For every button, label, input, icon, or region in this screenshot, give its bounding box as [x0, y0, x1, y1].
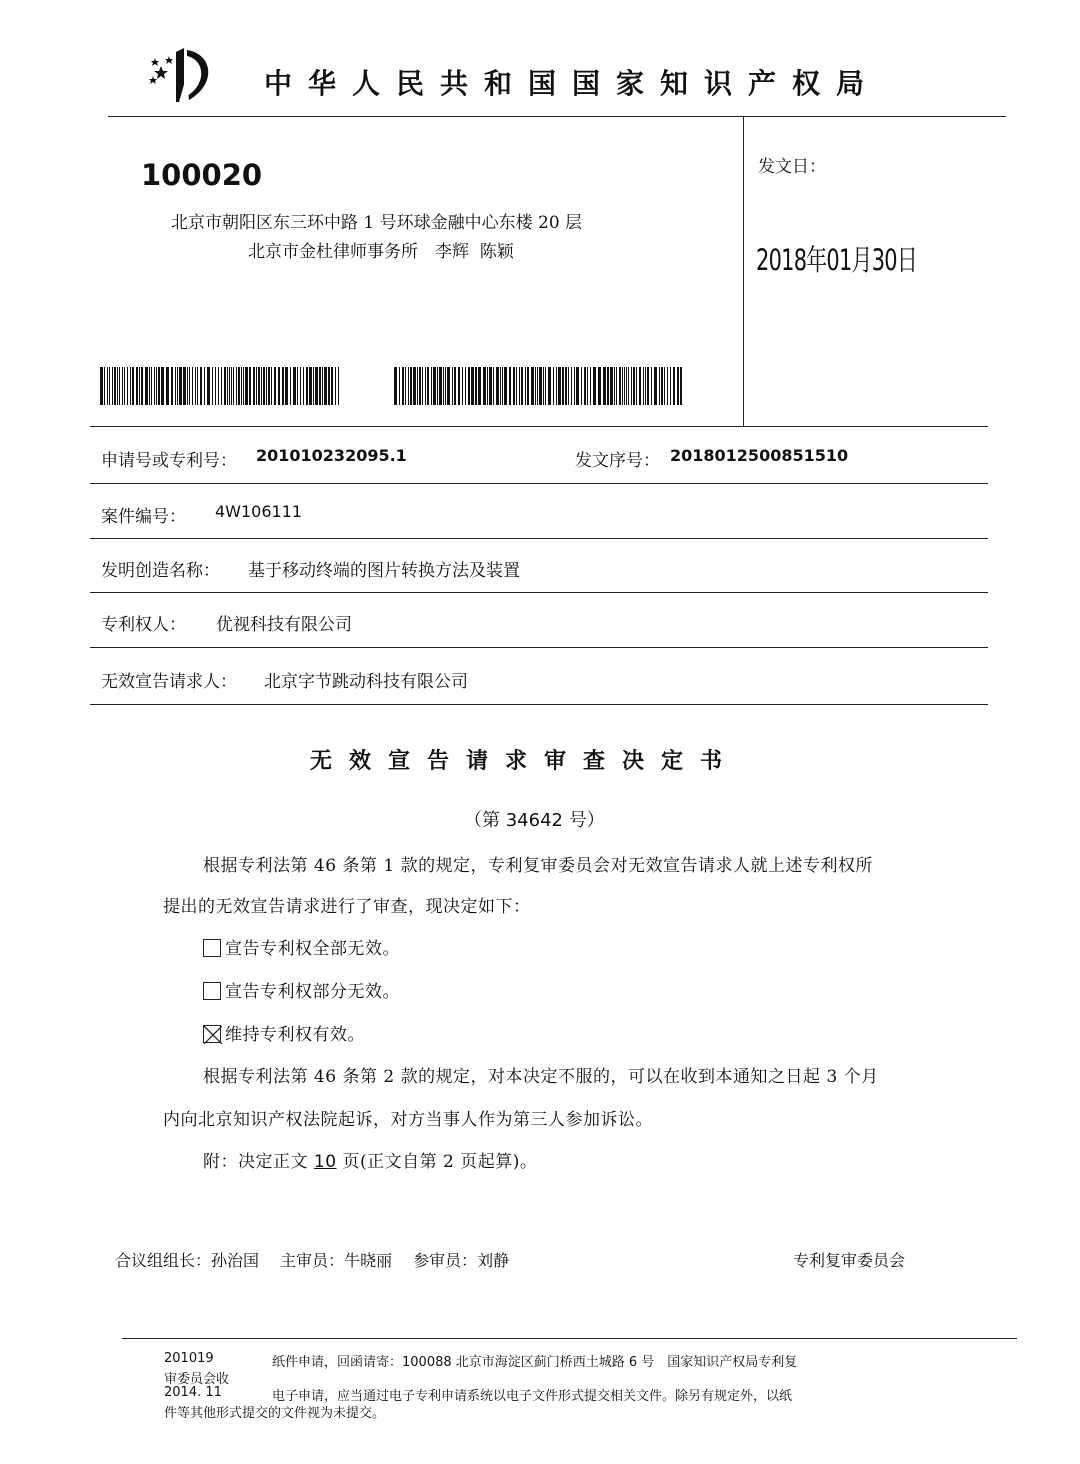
- application-number: 201010232095.1: [256, 446, 407, 465]
- header-rule: [108, 116, 1006, 117]
- option-full-invalid: [203, 934, 400, 959]
- requester-label: 无效宣告请求人：: [101, 672, 237, 692]
- section-rule-1: [90, 426, 988, 427]
- patentee: 优视科技有限公司: [216, 615, 352, 635]
- address-date-divider: [743, 117, 744, 427]
- section-rule-6: [90, 704, 988, 705]
- recipient-name: 北京市金杜律师事务所 李辉 陈颖: [248, 242, 514, 262]
- checkbox-partial-invalid: [203, 982, 221, 1000]
- committee-name: 专利复审委员会: [793, 1251, 906, 1270]
- panel-members: 合议组组长：孙治国 主审员：牛晓丽 参审员：刘静: [115, 1251, 510, 1270]
- section-rule-5: [90, 647, 988, 648]
- footer-rule: [122, 1338, 1017, 1339]
- case-number: 4W106111: [215, 502, 303, 521]
- attachment-note: [203, 1147, 537, 1172]
- attachment-page-count: 10: [313, 1152, 337, 1172]
- footer-code-2: 2014. 11: [164, 1385, 222, 1400]
- office-logo: [143, 44, 223, 106]
- option-maintain-valid: [203, 1020, 365, 1045]
- application-number-label: 申请号或专利号：: [101, 451, 237, 471]
- issue-date-label: 发文日：: [758, 157, 826, 177]
- checkbox-full-invalid: [203, 939, 221, 957]
- attachment-prefix: 附：决定正文: [203, 1152, 314, 1172]
- postal-code: 100020: [141, 158, 263, 192]
- footer-code-1: 201019: [164, 1351, 214, 1366]
- appeal-line-1: 根据专利法第 46 条第 2 款的规定，对本决定不服的，可以在收到本通知之日起 3 个月: [203, 1067, 879, 1087]
- case-number-label: 案件编号：: [101, 507, 186, 527]
- footer-electronic-notice: 电子申请，应当通过电子专利申请系统以电子文件形式提交相关文件。除另有规定外，以纸: [272, 1389, 793, 1404]
- patentee-label: 专利权人：: [101, 615, 186, 635]
- barcode-left: [100, 367, 342, 405]
- attachment-suffix: 页(正文自第 2 页起算)。: [336, 1152, 538, 1172]
- option-label: 维持专利权有效。: [225, 1025, 365, 1045]
- decision-number: （第 34642 号）: [464, 810, 605, 831]
- footer-electronic-notice-cont: 件等其他形式提交的文件视为未提交。: [164, 1406, 386, 1421]
- mailing-address: 北京市朝阳区东三环中路 1 号环球金融中心东楼 20 层: [171, 213, 583, 233]
- section-rule-2: [90, 483, 988, 484]
- invention-title: 基于移动终端的图片转换方法及装置: [248, 561, 520, 581]
- footer-paper-notice: 纸件申请，回函请寄：100088 北京市海淀区蓟门桥西土城路 6 号 国家知识产权局专利复: [272, 1355, 798, 1370]
- option-label: 宣告专利权部分无效。: [225, 982, 400, 1002]
- footer-paper-notice-cont: 审委员会收: [164, 1372, 230, 1387]
- decision-title: 无效宣告请求审查决定书: [310, 749, 740, 774]
- office-name: 中华人民共和国国家知识产权局: [264, 67, 881, 100]
- intro-line-2: 提出的无效宣告请求进行了审查，现决定如下：: [163, 897, 531, 917]
- section-rule-4: [90, 592, 988, 593]
- option-partial-invalid: [203, 977, 400, 1002]
- option-label: 宣告专利权全部无效。: [225, 939, 400, 959]
- intro-line-1: 根据专利法第 46 条第 1 款的规定，专利复审委员会对无效宣告请求人就上述专利权所: [203, 856, 874, 876]
- section-rule-3: [90, 538, 988, 539]
- checkbox-maintain-valid-checked: [203, 1025, 221, 1043]
- appeal-line-2: 内向北京知识产权法院起诉，对方当事人作为第三人参加诉讼。: [163, 1110, 653, 1130]
- requester: 北京字节跳动科技有限公司: [264, 672, 468, 692]
- serial-number: 2018012500851510: [670, 446, 849, 465]
- barcode-right: [394, 367, 686, 405]
- serial-number-label: 发文序号：: [575, 451, 660, 471]
- invention-title-label: 发明创造名称：: [101, 561, 220, 581]
- issue-date: 2018年01月30日: [756, 243, 917, 277]
